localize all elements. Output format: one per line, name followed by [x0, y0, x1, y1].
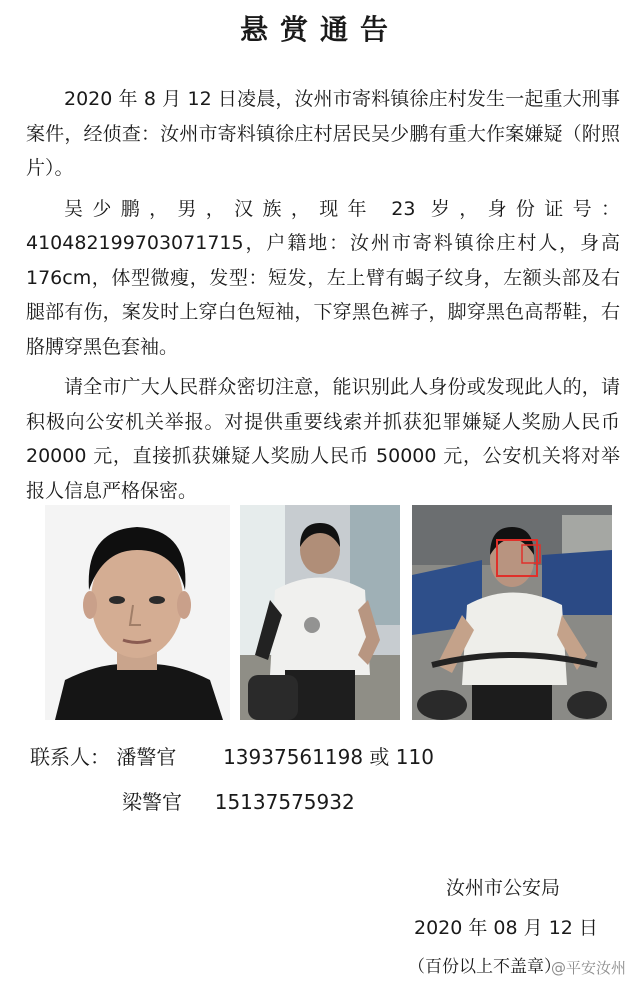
issue-date: 2020 年 08 月 12 日 — [414, 917, 598, 939]
stamp-note: （百份以上不盖章） — [408, 957, 561, 977]
suspect-surveillance-photo-1 — [240, 505, 400, 720]
paragraph-reward: 请全市广大人民群众密切注意，能识别此人身份或发现此人的，请积极向公安机关举报。对提供重要线索并抓获犯罪嫌疑人奖励人民币 20000 元，直接抓获嫌疑人奖励人民币 50000 元，公安机关将对举报人信息严格保密。 — [26, 376, 620, 502]
contact-row-2 — [122, 786, 355, 815]
contact-label: 联系人： — [30, 745, 110, 769]
officer1-name: 潘警官 — [116, 745, 177, 769]
issuing-authority: 汝州市公安局 — [446, 877, 561, 899]
paragraph-suspect-description: 吴少鹏，男，汉族，现年 23 岁，身份证号：410482199703071715，户籍地：汝州市寄料镇徐庄村人，身高 176cm，体型微瘦，发型：短发，左上臂有蝎子纹身，左额头部及右腿部有伤，案发时上穿白色短袖，下穿黑色裤子，脚穿黑色高帮鞋，右胳膊穿黑色套袖。 — [26, 197, 620, 358]
weibo-watermark: @平安汝州 — [550, 959, 626, 977]
officer2-name: 梁警官 — [122, 790, 182, 814]
officer1-phone: 13937561198 或 110 — [223, 745, 434, 769]
notice-title: 悬赏通告 — [239, 13, 400, 46]
notice-body — [26, 82, 620, 514]
paragraph-case: 2020 年 8 月 12 日凌晨，汝州市寄料镇徐庄村发生一起重大刑事案件，经侦查：汝州市寄料镇徐庄村居民吴少鹏有重大作案嫌疑（附照片）。 — [26, 88, 620, 179]
officer2-phone: 15137575932 — [214, 790, 355, 814]
suspect-surveillance-photo-2 — [412, 505, 612, 720]
suspect-id-photo — [45, 505, 230, 720]
contact-row-1 — [30, 741, 434, 770]
